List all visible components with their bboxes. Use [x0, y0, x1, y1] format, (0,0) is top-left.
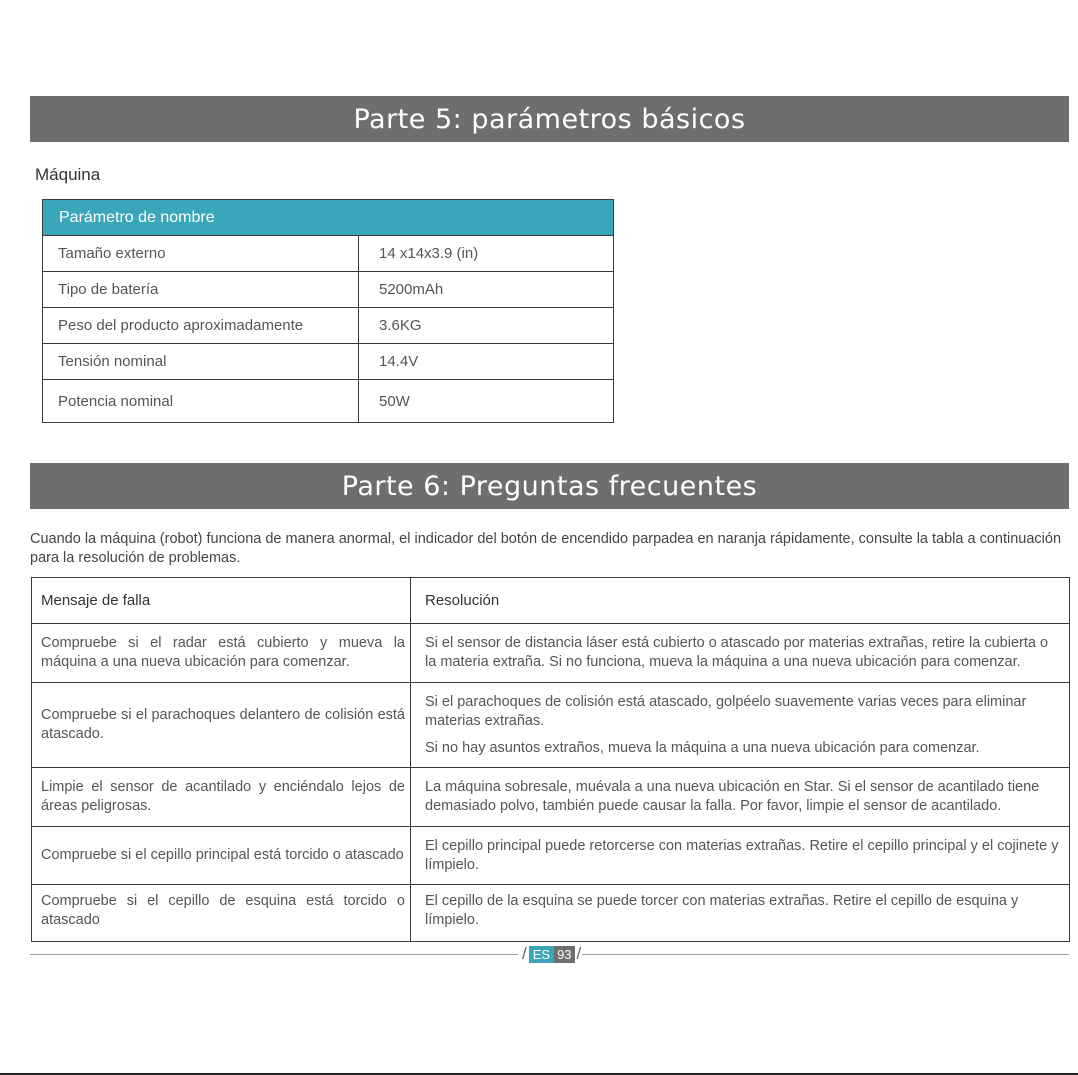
- spec-row: [43, 380, 614, 423]
- spec-row: [43, 236, 614, 272]
- spec-row: [43, 308, 614, 344]
- faq-table: [31, 577, 1070, 942]
- faq-message: Compruebe si el cepillo principal está torcido o atascado: [32, 827, 411, 885]
- faq-resolution-text: Si no hay asuntos extraños, mueva la máquina a una nueva ubicación para comenzar.: [425, 739, 980, 756]
- faq-message: Limpie el sensor de acantilado y enciéndalo lejos de áreas peligrosas.: [32, 768, 411, 827]
- spec-row: [43, 344, 614, 380]
- footer-rule-right: [582, 954, 1069, 955]
- faq-row: [32, 624, 1070, 683]
- spec-value: 3.6KG: [359, 308, 614, 344]
- faq-message: Compruebe si el radar está cubierto y mueva la máquina a una nueva ubicación para comenzar.: [32, 624, 411, 683]
- spec-label: Tipo de batería: [43, 272, 359, 308]
- faq-row: [32, 768, 1070, 827]
- faq-resolution-text: El cepillo principal puede retorcerse con materias extrañas. Retire el cepillo principal y el cojinete y límpielo.: [425, 837, 1059, 873]
- spec-label: Tamaño externo: [43, 236, 359, 272]
- faq-resolution-text: Si el parachoques de colisión está atascado, golpéelo suavemente varias veces para eliminar materias extrañas.: [425, 693, 1027, 729]
- faq-resolution-text: Si el sensor de distancia láser está cubierto o atascado por materias extrañas, retire la cubierta o la materia extraña. Si no funciona, mueva la máquina a una nueva ubicación para comenzar.: [425, 635, 1049, 670]
- faq-resolution-text: El cepillo de la esquina se puede torcer con materias extrañas. Retire el cepillo de esquina y límpielo.: [425, 893, 1019, 928]
- faq-row: [32, 885, 1070, 942]
- faq-col-header-message: Mensaje de falla: [32, 578, 411, 624]
- spec-row: [43, 272, 614, 308]
- language-code: ES: [529, 946, 554, 963]
- spec-table-header: Parámetro de nombre: [43, 200, 614, 236]
- faq-resolution: [411, 885, 1070, 942]
- faq-header-row: [32, 578, 1070, 624]
- footer-rule-left: [30, 954, 518, 955]
- part5-title-banner: [30, 96, 1069, 142]
- faq-resolution: [411, 768, 1070, 827]
- slash-decoration: /: [576, 944, 582, 963]
- faq-resolution: [411, 683, 1070, 768]
- spec-value: 5200mAh: [359, 272, 614, 308]
- page-number-badge: [520, 944, 583, 964]
- faq-message: Compruebe si el parachoques delantero de colisión está atascado.: [32, 683, 411, 768]
- spec-label: Peso del producto aproximadamente: [43, 308, 359, 344]
- faq-resolution: [411, 624, 1070, 683]
- part6-title: Parte 6: Preguntas frecuentes: [341, 470, 758, 502]
- page-number: 93: [554, 946, 574, 963]
- spec-value: 14.4V: [359, 344, 614, 380]
- slash-decoration: /: [522, 944, 527, 963]
- faq-col-header-resolution: Resolución: [411, 578, 1070, 624]
- spec-label: Potencia nominal: [43, 380, 359, 423]
- spec-value: 14 x14x3.9 (in): [359, 236, 614, 272]
- section-label-machine: Máquina: [35, 165, 101, 184]
- spec-table: [42, 199, 614, 423]
- faq-message: Compruebe si el cepillo de esquina está torcido o atascado: [32, 885, 411, 942]
- faq-resolution-text: La máquina sobresale, muévala a una nueva ubicación en Star. Si el sensor de acantilado tiene demasiado polvo, también puede causar la falla. Por favor, limpie el sensor de acantilado.: [425, 779, 1040, 814]
- spec-label: Tensión nominal: [43, 344, 359, 380]
- spec-value: 50W: [359, 380, 614, 423]
- part6-title-banner: [30, 463, 1069, 509]
- faq-row: [32, 683, 1070, 768]
- faq-resolution: [411, 827, 1070, 885]
- faq-intro: Cuando la máquina (robot) funciona de manera anormal, el indicador del botón de encendido parpadea en naranja rápidamente, consulte la tabla a continuación para la resolución de problemas.: [30, 531, 1062, 566]
- part5-title: Parte 5: parámetros básicos: [353, 103, 746, 135]
- faq-row: [32, 827, 1070, 885]
